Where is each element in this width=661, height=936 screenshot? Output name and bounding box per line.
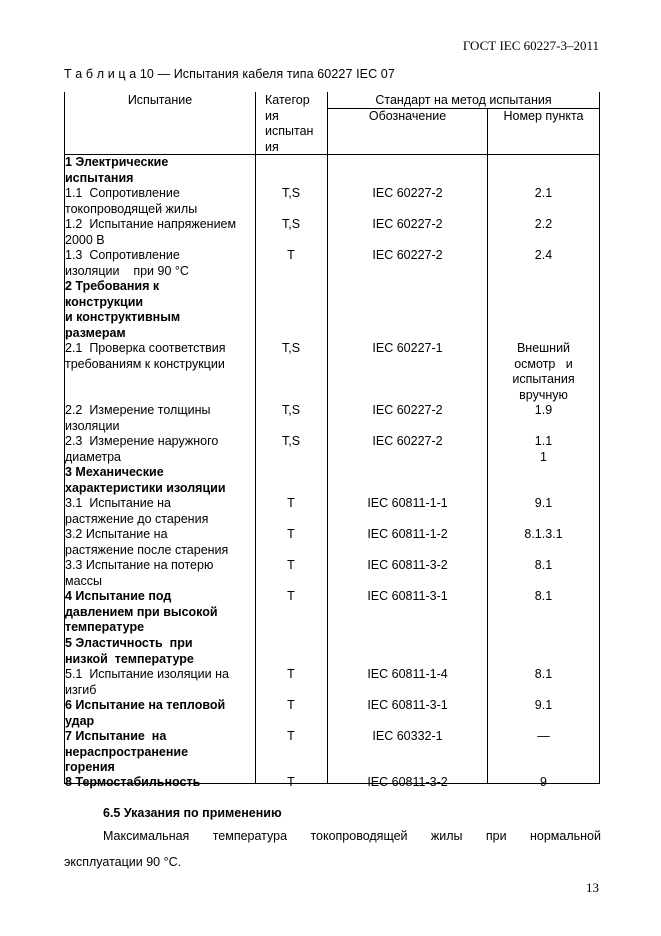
- category-cell: T: [287, 698, 295, 712]
- header-category: [265, 93, 327, 155]
- clause-line: 2.2: [534, 217, 553, 231]
- category-cell: T,S: [281, 186, 301, 200]
- designation-cell: IEC 60227-2: [372, 434, 443, 448]
- test-name-line: 2.3 Измерение наружного: [65, 434, 219, 448]
- test-name-cell: [65, 729, 257, 776]
- test-name-cell: [65, 589, 257, 636]
- paragraph-word: нормальной: [529, 829, 601, 843]
- test-name-line: и конструктивным: [65, 310, 181, 324]
- header-category-line: ия: [265, 139, 279, 154]
- test-name-cell: [65, 558, 257, 589]
- category-cell: T: [287, 558, 295, 572]
- test-name-line: испытания: [65, 170, 134, 185]
- clause-line: 9.1: [534, 496, 553, 510]
- test-name-line: 3.1 Испытание на: [65, 496, 172, 510]
- paragraph-line: эксплуатации 90 °С.: [64, 855, 182, 869]
- designation-cell: IEC 60332-1: [372, 729, 443, 743]
- test-name-cell: [65, 403, 257, 434]
- test-name-line: растяжение после старения: [65, 542, 229, 557]
- test-name-line: 1.2 Испытание напряжением: [65, 217, 237, 231]
- category-cell: T: [287, 729, 295, 743]
- table-caption: Т а б л и ц а 10 — Испытания кабеля типа 60227 IEC 07: [64, 67, 395, 81]
- header-designation: Обозначение: [368, 109, 447, 123]
- clause-cell: [488, 403, 599, 419]
- header-category-line: ия: [265, 108, 279, 123]
- test-name-line: 2 Требования к: [65, 279, 160, 293]
- clause-line: 8.1: [534, 589, 553, 603]
- test-name-line: горения: [65, 760, 115, 774]
- test-name-line: 5 Эластичность при: [65, 636, 193, 650]
- test-name-line: удар: [65, 713, 95, 728]
- test-name-cell: [65, 186, 257, 217]
- category-cell: T,S: [281, 434, 301, 448]
- clause-cell: [488, 667, 599, 683]
- clause-line: 1.1: [534, 434, 553, 448]
- clause-line: 8.1.3.1: [524, 527, 563, 541]
- paragraph-word: Максимальная: [103, 829, 190, 843]
- clause-line: —: [537, 729, 550, 743]
- test-name-line: давлением при высокой: [65, 604, 218, 619]
- test-name-line: 3.3 Испытание на потерю: [65, 558, 214, 572]
- clause-line: 1: [540, 449, 547, 464]
- designation-cell: IEC 60811-3-1: [367, 698, 448, 712]
- clause-line: осмотр и: [514, 356, 573, 371]
- test-name-line: нераспространение: [65, 744, 189, 759]
- test-name-line: температуре: [65, 620, 145, 634]
- category-cell: T,S: [281, 341, 301, 355]
- test-name-line: 2.2 Измерение толщины: [65, 403, 211, 417]
- table-border-right: [599, 92, 600, 784]
- test-name-line: низкой температуре: [65, 651, 194, 666]
- paragraph-word: жилы: [430, 829, 463, 843]
- test-name-line: 4 Испытание под: [65, 589, 172, 603]
- test-name-line: 2000 В: [65, 232, 105, 247]
- paragraph-line: [103, 829, 601, 843]
- clause-line: 2.4: [534, 248, 553, 262]
- designation-cell: IEC 60227-2: [372, 217, 443, 231]
- test-name-line: 1.3 Сопротивление: [65, 248, 180, 262]
- test-name-line: изоляции при 90 °С: [65, 263, 189, 278]
- category-cell: T: [287, 589, 295, 603]
- test-name-line: размерам: [65, 325, 126, 340]
- clause-line: 2.1: [534, 186, 553, 200]
- test-name-cell: [65, 775, 257, 791]
- clause-line: Внешний: [516, 341, 571, 355]
- clause-cell: [488, 496, 599, 512]
- test-name-line: 3.2 Испытание на: [65, 527, 168, 541]
- clause-line: вручную: [519, 387, 568, 402]
- test-name-line: 8 Термостабильность: [65, 775, 201, 789]
- category-cell: T: [287, 667, 295, 681]
- test-name-cell: [65, 155, 257, 186]
- test-name-cell: [65, 698, 257, 729]
- category-cell: T: [287, 248, 295, 262]
- test-name-cell: [65, 465, 257, 496]
- test-name-line: конструкции: [65, 294, 144, 309]
- designation-cell: IEC 60811-1-2: [367, 527, 448, 541]
- clause-cell: [488, 698, 599, 714]
- test-name-cell: [65, 341, 257, 372]
- test-name-line: 1 Электрические: [65, 155, 169, 169]
- category-cell: T,S: [281, 403, 301, 417]
- test-name-cell: [65, 434, 257, 465]
- designation-cell: IEC 60811-3-2: [367, 775, 448, 789]
- designation-cell: IEC 60227-2: [372, 248, 443, 262]
- clause-cell: [488, 729, 599, 745]
- clause-line: испытания: [512, 372, 575, 386]
- designation-cell: IEC 60811-1-4: [367, 667, 448, 681]
- document-header: ГОСТ IEC 60227-3–2011: [462, 38, 599, 53]
- section-heading: 6.5 Указания по применению: [103, 806, 282, 820]
- test-name-line: 6 Испытание на тепловой: [65, 698, 226, 712]
- test-name-line: 7 Испытание на: [65, 729, 167, 743]
- header-category-line: Категор: [265, 93, 310, 107]
- clause-line: 9.1: [534, 698, 553, 712]
- header-category-line: испытан: [265, 124, 314, 138]
- designation-cell: IEC 60811-1-1: [367, 496, 448, 510]
- designation-cell: IEC 60227-2: [372, 186, 443, 200]
- test-name-cell: [65, 279, 257, 341]
- paragraph-word: токопроводящей: [310, 829, 408, 843]
- header-test: Испытание: [127, 93, 193, 107]
- test-name-line: требованиям к конструкции: [65, 356, 225, 371]
- test-name-line: массы: [65, 573, 103, 588]
- test-name-cell: [65, 667, 257, 698]
- clause-cell: [488, 558, 599, 574]
- test-name-line: 2.1 Проверка соответствия: [65, 341, 226, 355]
- test-name-line: растяжение до старения: [65, 511, 209, 526]
- category-cell: T: [287, 496, 295, 510]
- test-name-cell: [65, 217, 257, 248]
- clause-cell: [488, 341, 599, 403]
- paragraph-word: температура: [212, 829, 288, 843]
- header-clause: Номер пункта: [503, 109, 584, 123]
- test-name-cell: [65, 527, 257, 558]
- category-cell: T,S: [281, 217, 301, 231]
- clause-cell: [488, 217, 599, 233]
- category-cell: T: [287, 527, 295, 541]
- clause-cell: [488, 186, 599, 202]
- test-name-line: изоляции: [65, 418, 120, 433]
- clause-line: 8.1: [534, 667, 553, 681]
- paragraph-word: при: [485, 829, 507, 843]
- test-name-line: 3 Механические: [65, 465, 164, 479]
- clause-cell: [488, 589, 599, 605]
- page-number: 13: [586, 880, 599, 895]
- designation-cell: IEC 60811-3-1: [367, 589, 448, 603]
- test-name-cell: [65, 496, 257, 527]
- clause-line: 1.9: [534, 403, 553, 417]
- clause-cell: [488, 775, 599, 791]
- clause-cell: [488, 434, 599, 465]
- test-name-line: диаметра: [65, 449, 121, 464]
- test-name-line: токопроводящей жилы: [65, 201, 198, 216]
- designation-cell: IEC 60811-3-2: [367, 558, 448, 572]
- clause-line: 8.1: [534, 558, 553, 572]
- clause-line: 9: [540, 775, 547, 789]
- test-name-cell: [65, 248, 257, 279]
- category-cell: T: [287, 775, 295, 789]
- test-name-line: изгиб: [65, 682, 97, 697]
- test-name-cell: [65, 636, 257, 667]
- test-name-line: характеристики изоляции: [65, 480, 226, 495]
- designation-cell: IEC 60227-1: [372, 341, 443, 355]
- test-name-line: 5.1 Испытание изоляции на: [65, 667, 229, 681]
- header-standard: Стандарт на метод испытания: [375, 93, 552, 107]
- clause-cell: [488, 248, 599, 264]
- designation-cell: IEC 60227-2: [372, 403, 443, 417]
- clause-cell: [488, 527, 599, 543]
- test-name-line: 1.1 Сопротивление: [65, 186, 180, 200]
